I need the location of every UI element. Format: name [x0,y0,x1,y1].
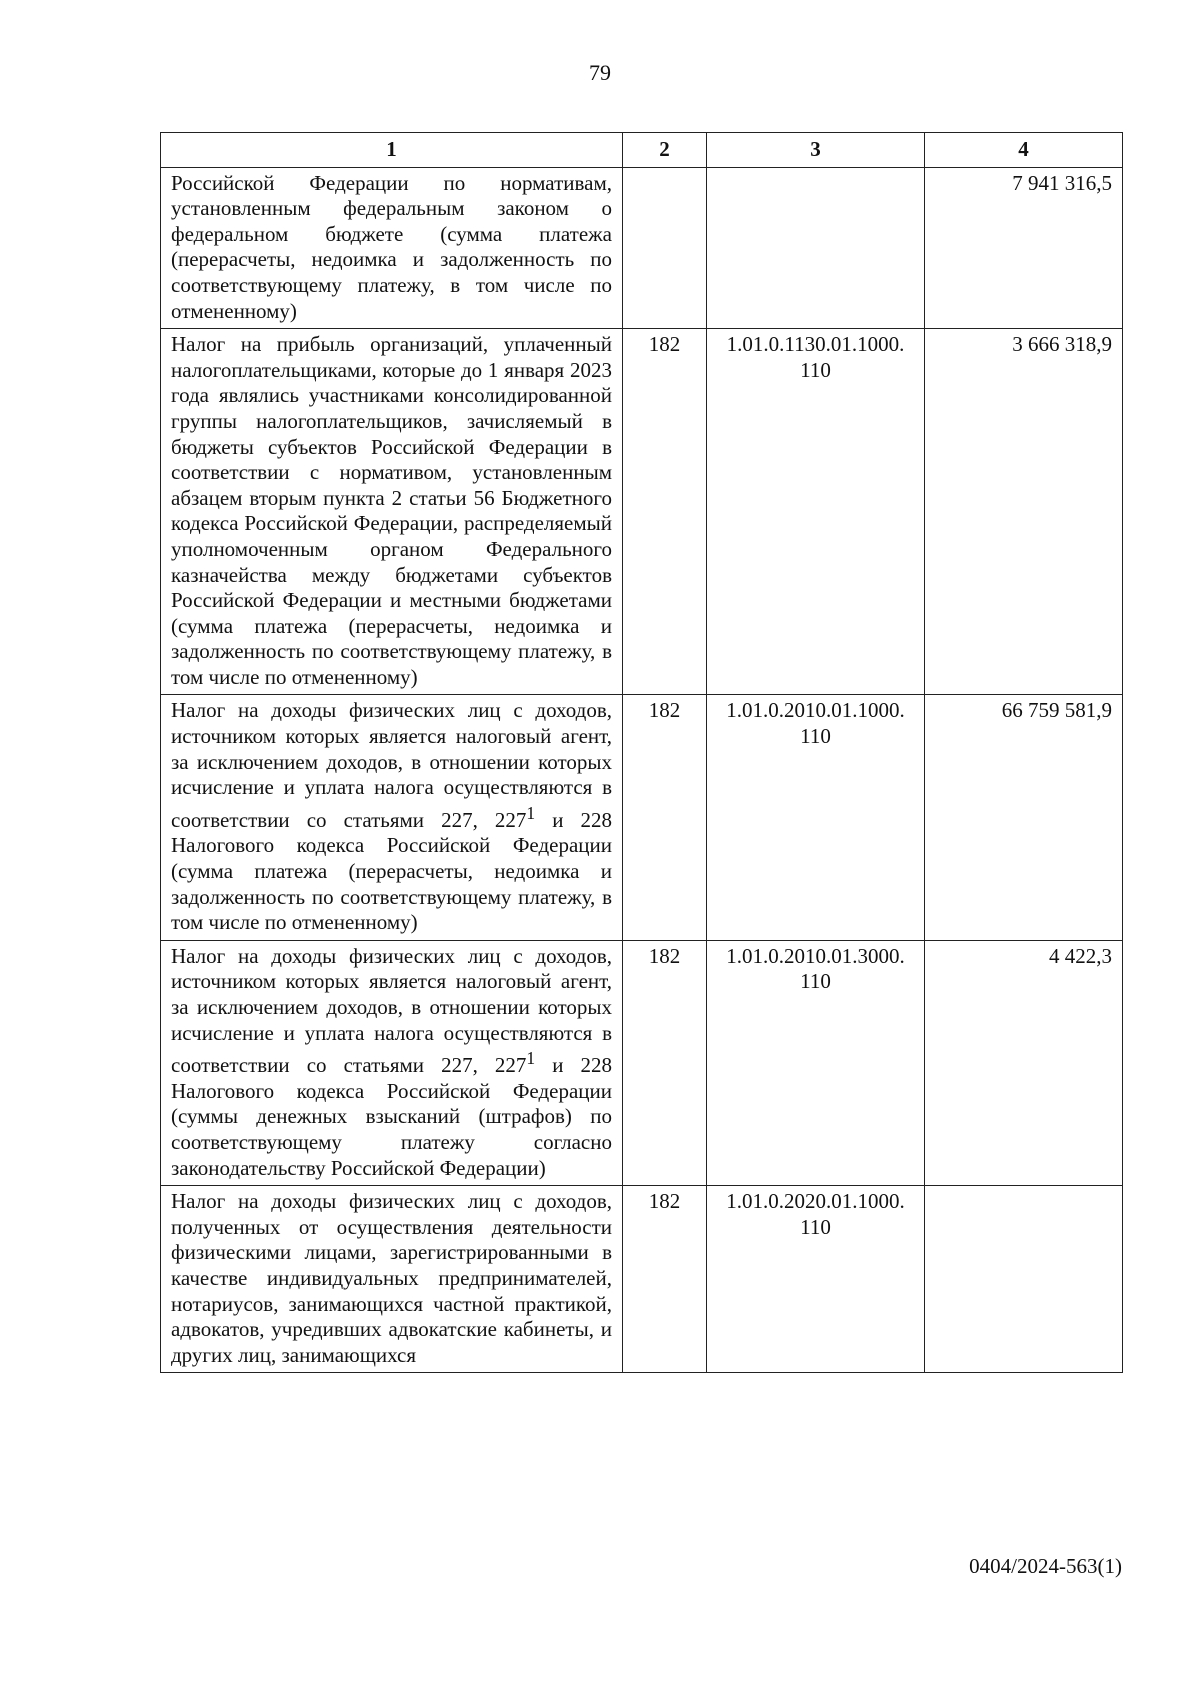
column-header-4: 4 [925,133,1123,168]
row-amount: 66 759 581,9 [925,695,1123,940]
page-number: 79 [589,60,611,85]
row-budget-code [707,167,925,329]
table-row [161,329,1123,695]
column-header-3: 3 [707,133,925,168]
budget-revenue-table [160,132,1123,1373]
table-row [161,1186,1123,1373]
article-superscript: 1 [526,1048,536,1069]
row-budget-code: 1.01.0.2010.01.3000. 110 [707,940,925,1185]
row-amount [925,1186,1123,1373]
row-description [161,695,623,940]
row-budget-code: 1.01.0.2010.01.1000. 110 [707,695,925,940]
table-header-row [161,133,1123,168]
row-amount: 3 666 318,9 [925,329,1123,695]
table-row [161,695,1123,940]
row-description-text: Налог на доходы физических лиц с доходов, источником которых является налоговый агент, за исключением доходов, в отношении которых исчисление и уплата налога осуществляются в соответствии со статьями 227, 227 [171,943,612,1078]
row-budget-code: 1.01.0.1130.01.1000. 110 [707,329,925,695]
article-superscript: 1 [526,802,536,823]
row-description [161,940,623,1185]
row-admin-code: 182 [623,940,707,1185]
table-row [161,167,1123,329]
row-admin-code: 182 [623,1186,707,1373]
row-admin-code: 182 [623,695,707,940]
document-id: 0404/2024-563(1) [969,1554,1122,1578]
row-amount: 4 422,3 [925,940,1123,1185]
row-description-text: и 228 Налогового кодекса Российской Федерации (суммы денежных взысканий (штрафов) по соответствующему платежу согласно законодательству Российской Федерации) [171,1053,612,1180]
row-admin-code [623,167,707,329]
row-description: Налог на доходы физических лиц с доходов, полученных от осуществления деятельности физическими лицами, зарегистрированными в качестве индивидуальных предпринимателей, нотариусов, занимающихся частной практикой, адвокатов, учредивших адвокатские кабинеты, и других лиц, занимающихся [161,1186,623,1373]
row-description-text: и 228 Налогового кодекса Российской Федерации (сумма платежа (перерасчеты, недоимка и задолженность по соответствующему платежу, в том числе по отмененному) [171,807,612,935]
row-admin-code: 182 [623,329,707,695]
row-description-text: Налог на доходы физических лиц с доходов, источником которых является налоговый агент, за исключением доходов, в отношении которых исчисление и уплата налога осуществляются в соответствии со статьями 227, 227 [171,698,612,832]
column-header-1: 1 [161,133,623,168]
column-header-2: 2 [623,133,707,168]
row-budget-code: 1.01.0.2020.01.1000. 110 [707,1186,925,1373]
table-row [161,940,1123,1185]
row-description: Налог на прибыль организаций, уплаченный налогоплательщиками, которые до 1 января 2023 года являлись участниками консолидированной группы налогоплательщиков, зачисляемый в бюджеты субъектов Российской Федерации в соответствии с нормативом, установленным абзацем вторым пункта 2 статьи 56 Бюджетного кодекса Российской Федерации, распределяемый уполномоченным органом Федерального казначейства между бюджетами субъектов Российской Федерации и местными бюджетами (сумма платежа (перерасчеты, недоимка и задолженность по соответствующему платежу, в том числе по отмененному) [161,329,623,695]
row-amount: 7 941 316,5 [925,167,1123,329]
row-description: Российской Федерации по нормативам, установленным федеральным законом о федеральном бюджете (сумма платежа (перерасчеты, недоимка и задолженность по соответствующему платежу, в том числе по отмененному) [161,167,623,329]
